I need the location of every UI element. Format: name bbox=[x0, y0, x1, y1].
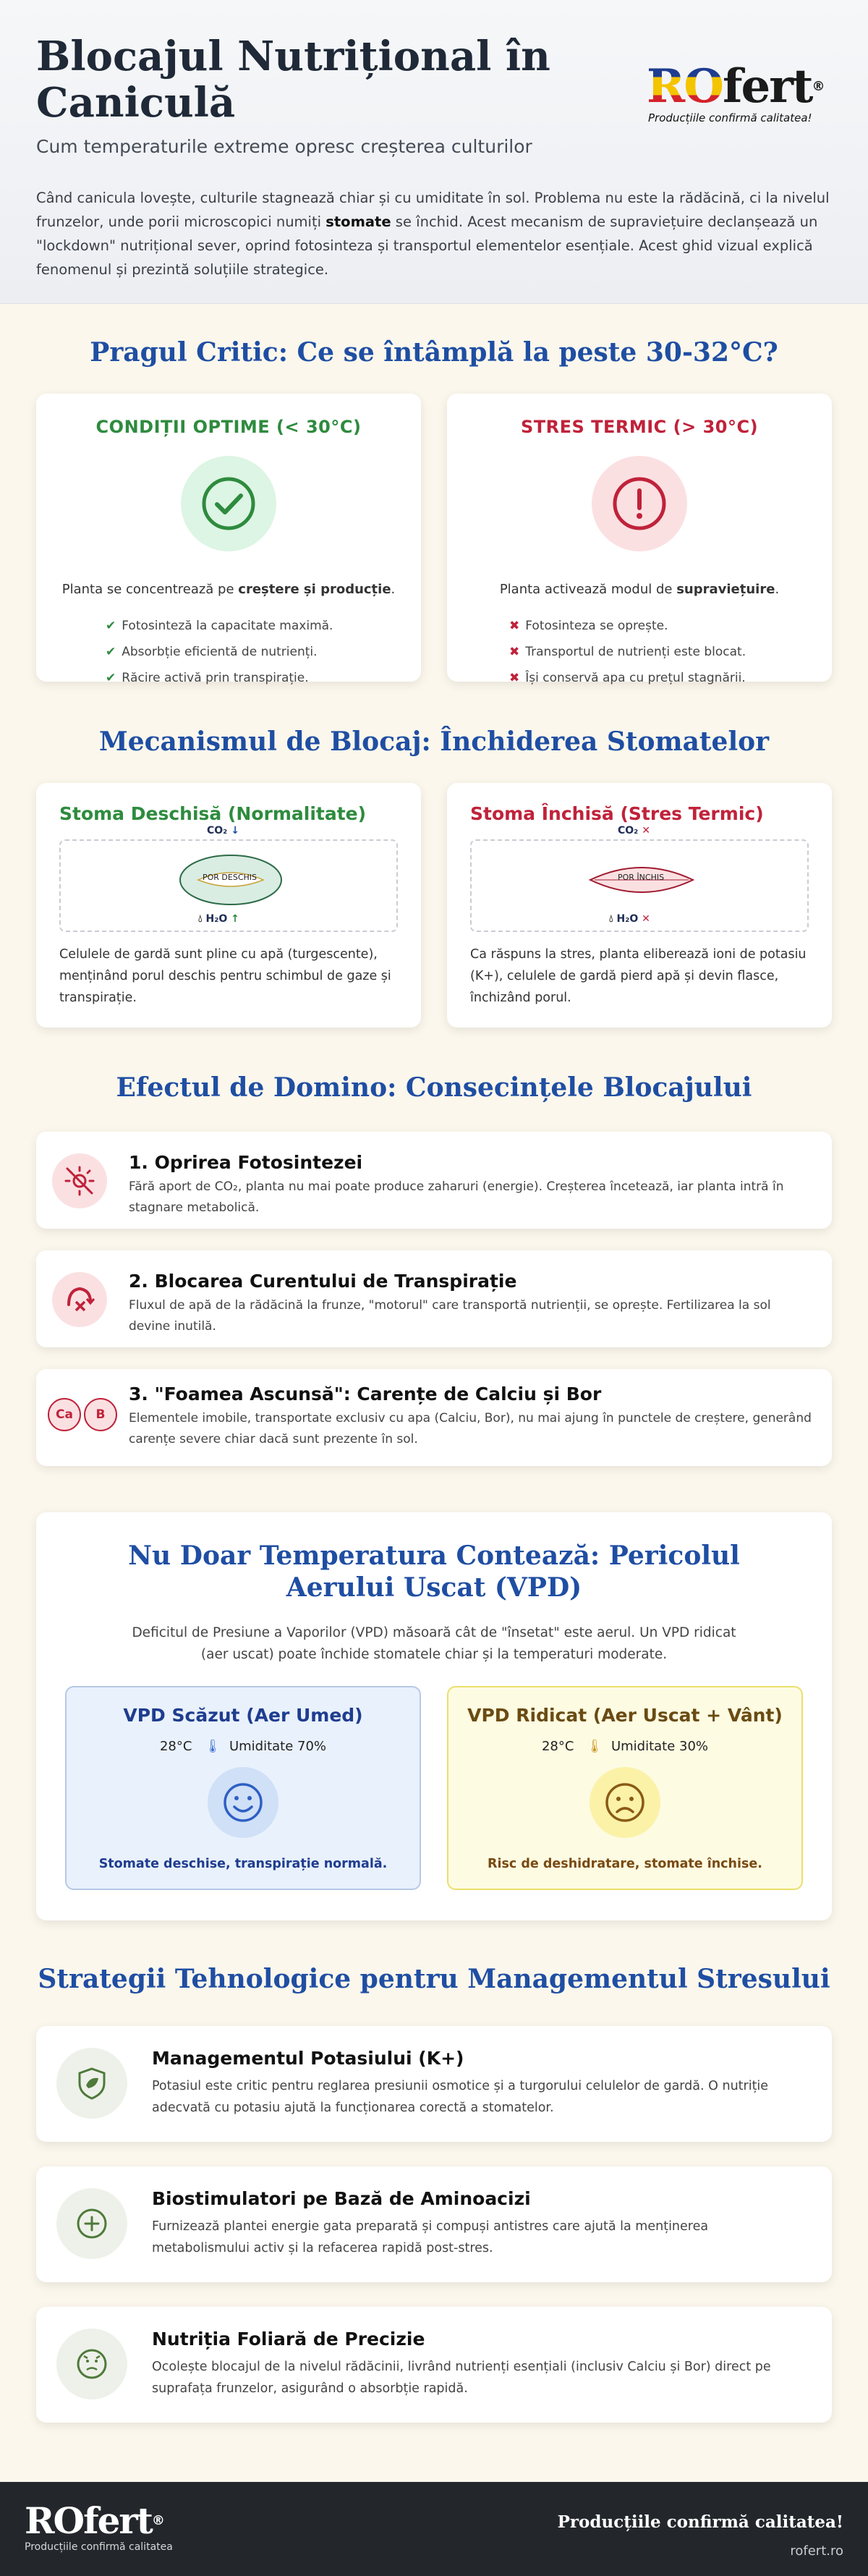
vpd-intro: Deficitul de Presiune a Vaporilor (VPD) măsoară cât de "însetat" este aerul. Un VPD ridicat (aer uscat) poate închide stomatele chiar și la temperaturi moderate. bbox=[132, 1625, 736, 1662]
section-title-strategies: Strategii Tehnologice pentru Managementul Stresului bbox=[38, 1964, 830, 1994]
pore-label-open: POR DESCHIS bbox=[203, 873, 258, 882]
blocked-flow-icon bbox=[52, 1272, 107, 1327]
list-item: ✖ Transportul de nutrienți este blocat. bbox=[509, 645, 746, 659]
intro-text-1: Când canicula lovește, culturile stagnează chiar și cu umiditate în sol. Problema nu este la rădăcină, ci la nivelul frunzelor, unde porii microscopici numiți bbox=[36, 190, 830, 230]
section-title-stoma: Mecanismul de Blocaj: Închiderea Stomatelor bbox=[98, 726, 770, 757]
worried-face-icon bbox=[590, 1767, 660, 1838]
section-title-prag: Pragul Critic: Ce se întâmplă la peste 30-32°C? bbox=[90, 337, 778, 368]
strategy-card-3 bbox=[36, 2307, 832, 2423]
list-item: ✔ Absorbție eficientă de nutrienți. bbox=[106, 645, 318, 659]
happy-face-icon bbox=[208, 1767, 278, 1838]
card-vpd bbox=[36, 1512, 832, 1920]
co2-label: CO₂ ✕ bbox=[618, 825, 650, 836]
domino-text-2: Fluxul de apă de la rădăcină la frunze, "motorul" care transportă nutrienții, se oprește. Fertilizarea la sol devine inutilă. bbox=[129, 1298, 771, 1334]
thermometer-icon: 🌡︎ bbox=[204, 1739, 221, 1754]
footer-url-link[interactable]: rofert.ro bbox=[790, 2543, 843, 2559]
vpd-high-meta: 28°C 🌡︎ Umiditate 30% bbox=[541, 1739, 709, 1754]
thermometer-icon: 🌡︎ bbox=[586, 1739, 603, 1754]
h2o-label: 💧︎ H₂O ↑ bbox=[198, 913, 239, 925]
ca-b-icon bbox=[48, 1398, 117, 1431]
stoma-open-desc: Celulele de gardă sunt pline cu apă (turgescente), menținând porul deschis pentru schimbul de gaze și transpirație. bbox=[59, 947, 391, 1005]
domino-text-3: Elementele imobile, transportate exclusiv cu apa (Calciu, Bor), nu mai ajung în punctele de creștere, generând carențe severe chiar dacă sunt prezente în sol. bbox=[129, 1411, 812, 1446]
optimal-title: CONDIȚII OPTIME (< 30°C) bbox=[95, 417, 362, 437]
optimal-list bbox=[106, 613, 352, 691]
vpd-high-title: VPD Ridicat (Aer Uscat + Vânt) bbox=[467, 1705, 783, 1726]
co2-label: CO₂ ↓ bbox=[207, 825, 239, 836]
domino-card-3 bbox=[36, 1369, 832, 1466]
check-circle-icon bbox=[181, 456, 276, 551]
page-title: Blocajul Nutrițional în Caniculă bbox=[36, 33, 550, 127]
drop-icon: 💧︎ bbox=[609, 913, 613, 925]
intro-bold: stomate bbox=[326, 213, 391, 230]
exclamation-circle-icon bbox=[592, 456, 687, 551]
vpd-low-meta: 28°C 🌡︎ Umiditate 70% bbox=[159, 1739, 327, 1754]
cross-icon: ✖ bbox=[509, 619, 520, 633]
badge-ca: Ca bbox=[48, 1398, 81, 1431]
strategy-text-1: Potasiul este critic pentru reglarea presiunii osmotice și a turgorului celulelor de gardă. O nutriție adecvată cu potasiu ajută la funcționarea corectă a stomatelor. bbox=[152, 2079, 769, 2115]
h2o-label: 💧︎ H₂O ✕ bbox=[609, 913, 650, 925]
strategy-title-2: Biostimulatori pe Bază de Aminoacizi bbox=[152, 2188, 531, 2209]
sun-off-icon bbox=[52, 1153, 107, 1208]
list-item: ✔ Răcire activă prin transpirație. bbox=[106, 671, 309, 685]
domino-title-3: 3. "Foamea Ascunsă": Carențe de Calciu și Bor bbox=[129, 1384, 602, 1404]
badge-b: B bbox=[84, 1398, 117, 1431]
page-subtitle: Cum temperaturile extreme opresc creșterea culturilor bbox=[36, 136, 532, 157]
strategy-title-3: Nutriția Foliară de Precizie bbox=[152, 2329, 425, 2350]
stress-list bbox=[509, 613, 770, 691]
strategy-card-2 bbox=[36, 2166, 832, 2282]
logo-fert: fert bbox=[722, 59, 812, 114]
footer-logo-ro: RO bbox=[25, 2499, 84, 2542]
drop-icon: 💧︎ bbox=[198, 913, 203, 925]
strategy-title-1: Managementul Potasiului (K+) bbox=[152, 2048, 464, 2069]
footer-tagline: Producțiile confirmă calitatea bbox=[25, 2541, 173, 2553]
card-optimal-conditions bbox=[36, 394, 421, 685]
page-footer bbox=[0, 2482, 868, 2576]
list-item: ✖ Își conservă apa cu prețul stagnării. bbox=[509, 671, 746, 685]
vpd-low-box bbox=[65, 1686, 421, 1890]
strategy-card-1 bbox=[36, 2026, 832, 2142]
shield-leaf-icon bbox=[56, 2048, 127, 2119]
cross-icon: ✖ bbox=[509, 671, 520, 685]
plus-circle-icon bbox=[56, 2188, 127, 2259]
stress-desc: Planta activează modul de supraviețuire. bbox=[499, 582, 780, 597]
stress-title: STRES TERMIC (> 30°C) bbox=[520, 417, 759, 437]
arrow-down-icon: ↓ bbox=[231, 825, 239, 836]
check-icon: ✔ bbox=[106, 645, 116, 659]
footer-logo-registered: ® bbox=[151, 2513, 165, 2528]
vpd-low-title: VPD Scăzut (Aer Umed) bbox=[123, 1705, 363, 1726]
footer-slogan: Producțiile confirmă calitatea! bbox=[557, 2512, 843, 2532]
cross-icon: ✕ bbox=[642, 825, 650, 836]
check-icon: ✔ bbox=[106, 671, 116, 685]
card-thermal-stress bbox=[447, 394, 832, 685]
intro-text-2: se închid. Acest mecanism de supraviețuire declanșează un "lockdown" nutrițional sever, oprind fotosinteza și transportul elementelor esențiale. Acest ghid vizual explică fenomenul și prezintă soluțiile strategice. bbox=[36, 213, 818, 278]
intro-paragraph bbox=[36, 186, 832, 281]
footer-logo[interactable] bbox=[25, 2499, 173, 2553]
domino-card-2 bbox=[36, 1250, 832, 1347]
brand-logo[interactable] bbox=[647, 59, 835, 124]
footer-logo-fert: fert bbox=[83, 2499, 152, 2542]
domino-card-1 bbox=[36, 1132, 832, 1229]
arrow-up-icon: ↑ bbox=[231, 913, 239, 925]
domino-title-2: 2. Blocarea Curentului de Transpirație bbox=[129, 1271, 517, 1292]
card-stoma-closed bbox=[447, 783, 832, 1028]
leaf-spray-icon bbox=[56, 2329, 127, 2399]
cross-icon: ✕ bbox=[642, 913, 650, 925]
list-item: ✖ Fotosinteza se oprește. bbox=[509, 619, 668, 633]
section-title-vpd: Nu Doar Temperatura Contează: Pericolul Aerului Uscat (VPD) bbox=[128, 1541, 740, 1603]
optimal-desc: Planta se concentrează pe creștere și producție. bbox=[61, 582, 396, 597]
logo-tagline: Producțiile confirmă calitatea! bbox=[648, 111, 812, 124]
hero-header bbox=[0, 0, 868, 304]
logo-ro: RO bbox=[647, 59, 723, 114]
domino-title-1: 1. Oprirea Fotosintezei bbox=[129, 1152, 363, 1173]
vpd-high-footer: Risc de deshidratare, stomate închise. bbox=[488, 1857, 762, 1871]
card-stoma-open bbox=[36, 783, 421, 1028]
strategy-text-2: Furnizează plantei energie gata preparată și compuși antistres care ajută la menținerea metabolismului activ și la refacerea rapidă post-stres. bbox=[152, 2219, 709, 2255]
strategy-text-3: Ocolește blocajul de la nivelul rădăcinii, livrând nutrienți esențiali (inclusiv Calciu și Bor) direct pe suprafața frunzelor, asigurând o absorbție rapidă. bbox=[152, 2360, 771, 2396]
stoma-open-title: Stoma Deschisă (Normalitate) bbox=[59, 803, 367, 824]
list-item: ✔ Fotosinteză la capacitate maximă. bbox=[106, 619, 333, 633]
logo-registered: ® bbox=[812, 79, 825, 94]
stoma-closed-title: Stoma Închisă (Stres Termic) bbox=[470, 803, 764, 824]
vpd-high-box bbox=[447, 1686, 803, 1890]
stoma-closed-desc: Ca răspuns la stres, planta eliberează ioni de potasiu (K+), celulele de gardă pierd apă și devin flasce, închizând porul. bbox=[470, 947, 807, 1005]
section-title-domino: Efectul de Domino: Consecințele Blocajului bbox=[116, 1072, 752, 1103]
pore-label-closed: POR ÎNCHIS bbox=[618, 873, 665, 882]
check-icon: ✔ bbox=[106, 619, 116, 633]
vpd-low-footer: Stomate deschise, transpirație normală. bbox=[98, 1857, 388, 1871]
cross-icon: ✖ bbox=[509, 645, 520, 659]
domino-text-1: Fără aport de CO₂, planta nu mai poate produce zaharuri (energie). Creșterea încetează, iar planta intră în stagnare metabolică. bbox=[129, 1179, 784, 1215]
